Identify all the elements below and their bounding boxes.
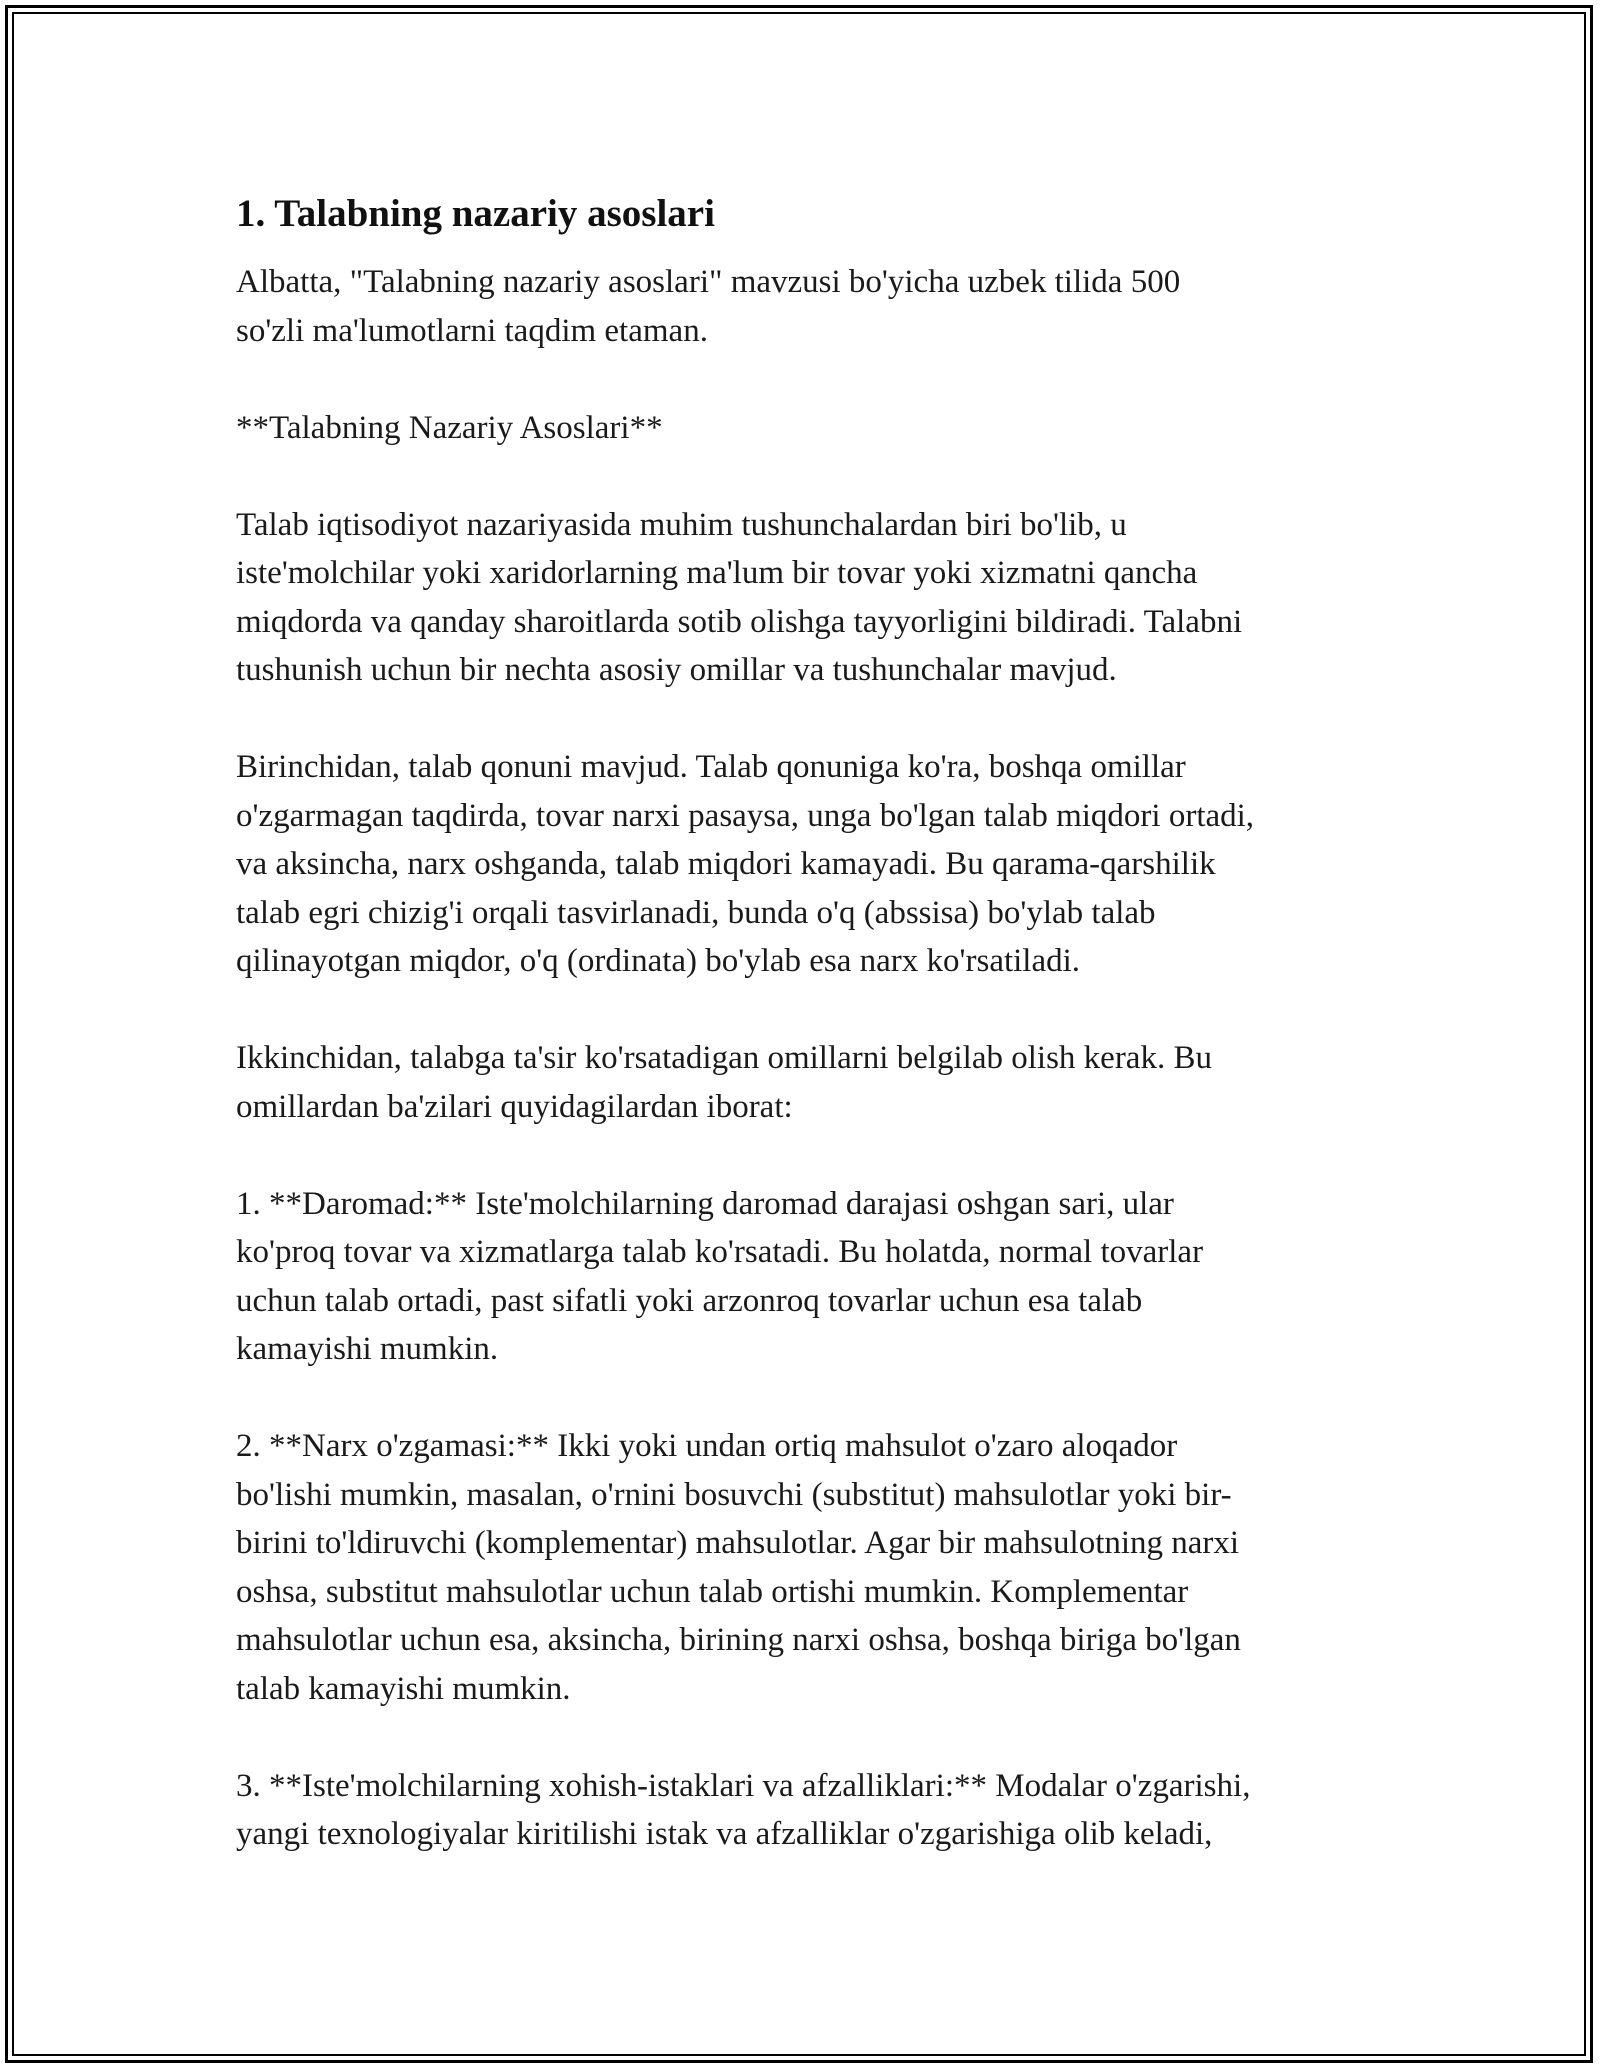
text-line: mahsulotlar uchun esa, aksincha, birining narxi oshsa, boshqa biriga bo'lgan [236, 1622, 1241, 1658]
paragraph [236, 1762, 1386, 1859]
paragraph-list [236, 258, 1386, 1859]
paragraph [236, 1180, 1386, 1374]
text-line: va aksincha, narx oshganda, talab miqdori kamayadi. Bu qarama-qarshilik [236, 846, 1216, 882]
paragraph [236, 743, 1386, 986]
text-line: bo'lishi mumkin, masalan, o'rnini bosuvchi (substitut) mahsulotlar yoki bir- [236, 1476, 1232, 1513]
paragraph [236, 1422, 1386, 1713]
text-line: 3. **Iste'molchilarning xohish-istaklari va afzalliklari:** Modalar o'zgarishi, [236, 1767, 1251, 1804]
paragraph [236, 404, 1386, 453]
text-line: oshsa, substitut mahsulotlar uchun talab ortishi mumkin. Komplementar [236, 1573, 1189, 1610]
document-body [236, 186, 1386, 1907]
text-line: qilinayotgan miqdor, o'q (ordinata) bo'ylab esa narx ko'rsatiladi. [236, 943, 1081, 979]
text-line: o'zgarmagan taqdirda, tovar narxi pasaysa, unga bo'lgan talab miqdori ortadi, [236, 797, 1255, 834]
paragraph [236, 1034, 1386, 1131]
text-line: 2. **Narx o'zgamasi:** Ikki yoki undan ortiq mahsulot o'zaro aloqador [236, 1428, 1178, 1464]
text-line: iste'molchilar yoki xaridorlarning ma'lum bir tovar yoki xizmatni qancha [236, 555, 1198, 591]
paragraph [236, 501, 1386, 695]
document-title: 1. Talabning nazariy asoslari [236, 192, 715, 235]
text-line: omillardan ba'zilari quyidagilardan iborat: [236, 1088, 793, 1125]
text-line: ko'proq tovar va xizmatlarga talab ko'rsatadi. Bu holatda, normal tovarlar [236, 1234, 1204, 1270]
text-line: Ikkinchidan, talabga ta'sir ko'rsatadigan omillarni belgilab olish kerak. Bu [236, 1040, 1212, 1076]
text-line: Birinchidan, talab qonuni mavjud. Talab qonuniga ko'ra, boshqa omillar [236, 749, 1186, 785]
text-line: kamayishi mumkin. [236, 1331, 499, 1367]
text-line: so'zli ma'lumotlarni taqdim etaman. [236, 312, 708, 349]
text-line: Talab iqtisodiyot nazariyasida muhim tushunchalardan biri bo'lib, u [236, 506, 1127, 543]
text-line: talab kamayishi mumkin. [236, 1670, 571, 1707]
text-line: yangi texnologiyalar kiritilishi istak va afzalliklar o'zgarishiga olib keladi, [236, 1816, 1213, 1852]
text-line: talab egri chizig'i orqali tasvirlanadi, bunda o'q (abssisa) bo'ylab talab [236, 894, 1156, 931]
text-line: tushunish uchun bir nechta asosiy omillar va tushunchalar mavjud. [236, 652, 1117, 688]
text-line: Albatta, "Talabning nazariy asoslari" mavzusi bo'yicha uzbek tilida 500 [236, 264, 1181, 300]
text-line: miqdorda va qanday sharoitlarda sotib olishga tayyorligini bildiradi. Talabni [236, 603, 1243, 640]
text-line: birini to'ldiruvchi (komplementar) mahsulotlar. Agar bir mahsulotning narxi [236, 1525, 1240, 1561]
text-line: 1. **Daromad:** Iste'molchilarning daromad darajasi oshgan sari, ular [236, 1185, 1174, 1222]
text-line: uchun talab ortadi, past sifatli yoki arzonroq tovarlar uchun esa talab [236, 1282, 1143, 1319]
paragraph [236, 258, 1386, 355]
text-line: **Talabning Nazariy Asoslari** [236, 409, 663, 446]
